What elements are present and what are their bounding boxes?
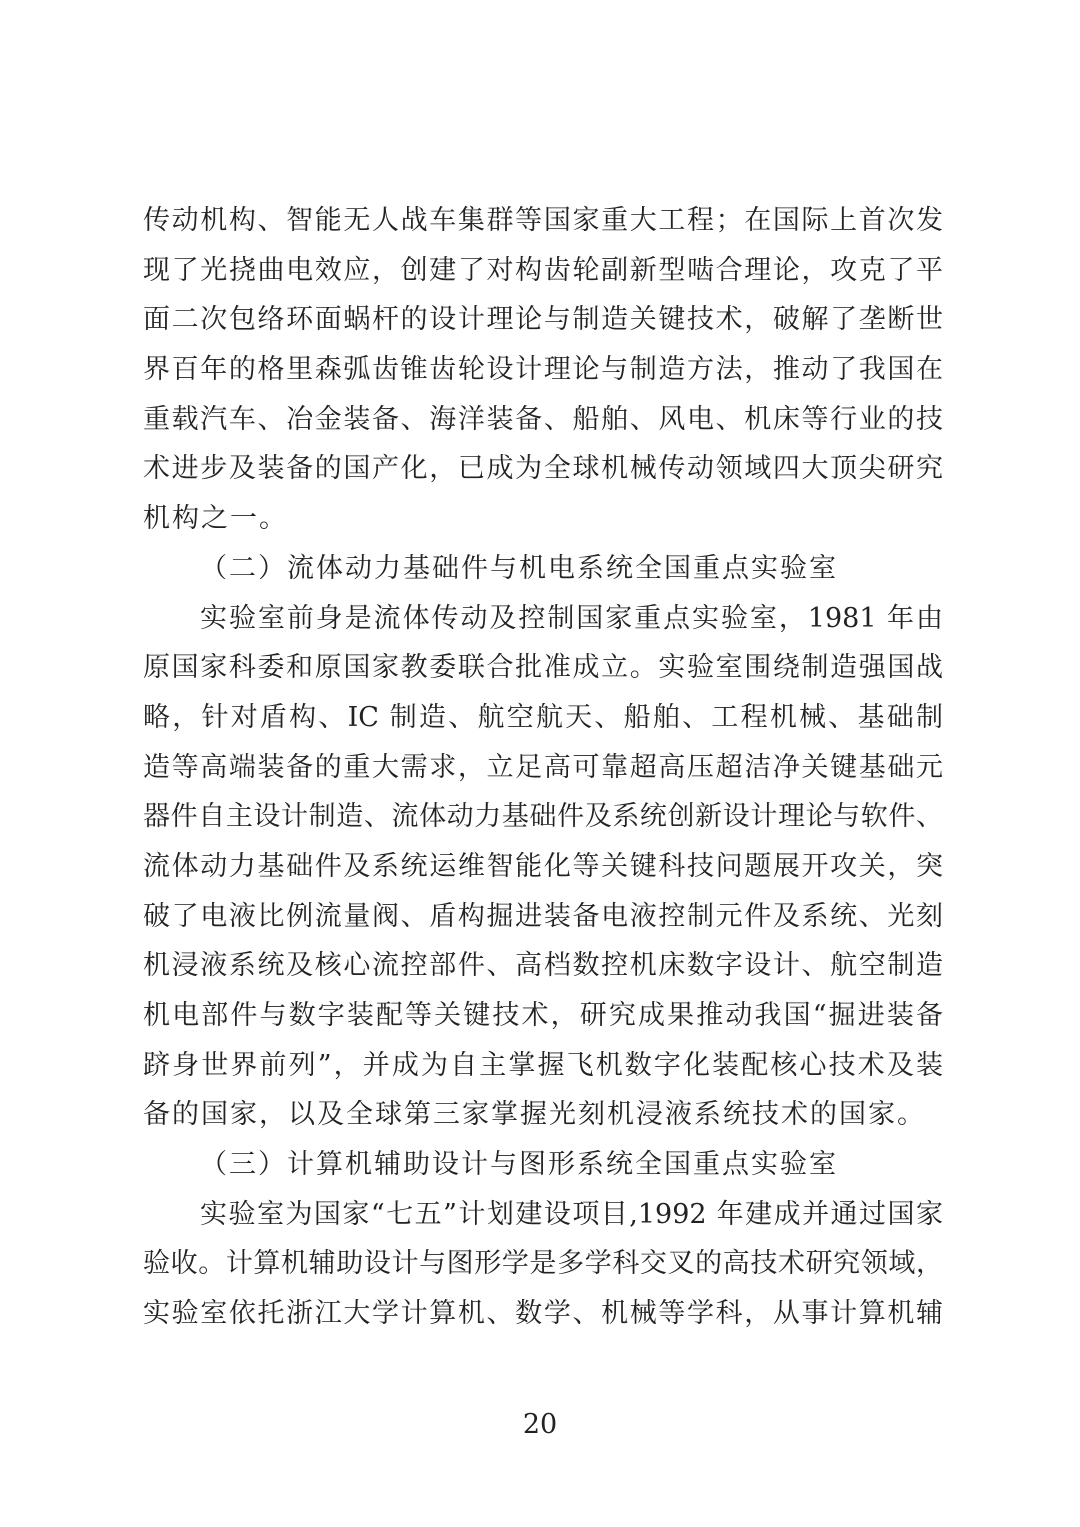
text-line: 验收。计算机辅助设计与图形学是多学科交叉的高技术研究领域， <box>143 1248 943 1280</box>
page-number: 20 <box>522 1409 558 1440</box>
text-line: 机浸液系统及核心流控部件、高档数控机床数字设计、航空制造 <box>143 950 943 982</box>
text-line: 机电部件与数字装配等关键技术，研究成果推动我国“掘进装备 <box>143 1000 943 1031</box>
page-footer <box>0 1408 1080 1442</box>
document-body <box>143 196 943 1339</box>
section-heading: （二）流体动力基础件与机电系统全国重点实验室 <box>200 552 838 584</box>
text-line: 实验室为国家“七五”计划建设项目,1992 年建成并通过国家 <box>200 1198 943 1230</box>
text-line: 备的国家，以及全球第三家掌握光刻机浸液系统技术的国家。 <box>143 1099 926 1131</box>
text-line: 略，针对盾构、IC 制造、航空航天、船舶、工程机械、基础制 <box>143 701 943 733</box>
text-line: 原国家科委和原国家教委联合批准成立。实验室围绕制造强国战 <box>143 652 943 684</box>
text-line: 实验室前身是流体传动及控制国家重点实验室，1981 年由 <box>200 602 943 634</box>
text-line: 实验室依托浙江大学计算机、数学、机械等学科，从事计算机辅 <box>143 1298 943 1330</box>
text-line: 现了光挠曲电效应，创建了对构齿轮副新型啮合理论，攻克了平 <box>143 254 943 286</box>
text-line: 跻身世界前列”，并成为自主掌握飞机数字化装配核心技术及装 <box>143 1049 943 1081</box>
text-line: 流体动力基础件及系统运维智能化等关键科技问题展开攻关，突 <box>143 850 943 882</box>
text-line: 界百年的格里森弧齿锥齿轮设计理论与制造方法，推动了我国在 <box>143 354 943 386</box>
text-line: 传动机构、智能无人战车集群等国家重大工程；在国际上首次发 <box>143 205 943 236</box>
text-line: 面二次包络环面蜗杆的设计理论与制造关键技术，破解了垄断世 <box>143 304 943 336</box>
section-heading: （三）计算机辅助设计与图形系统全国重点实验室 <box>200 1149 838 1181</box>
text-line: 机构之一。 <box>143 503 288 535</box>
text-line: 重载汽车、冶金装备、海洋装备、船舶、风电、机床等行业的技 <box>143 403 943 435</box>
text-line: 器件自主设计制造、流体动力基础件及系统创新设计理论与软件、 <box>143 801 943 833</box>
text-line: 术进步及装备的国产化，已成为全球机械传动领域四大顶尖研究 <box>143 453 943 485</box>
text-line: 造等高端装备的重大需求，立足高可靠超高压超洁净关键基础元 <box>143 751 943 783</box>
text-line: 破了电液比例流量阀、盾构掘进装备电液控制元件及系统、光刻 <box>143 900 943 932</box>
